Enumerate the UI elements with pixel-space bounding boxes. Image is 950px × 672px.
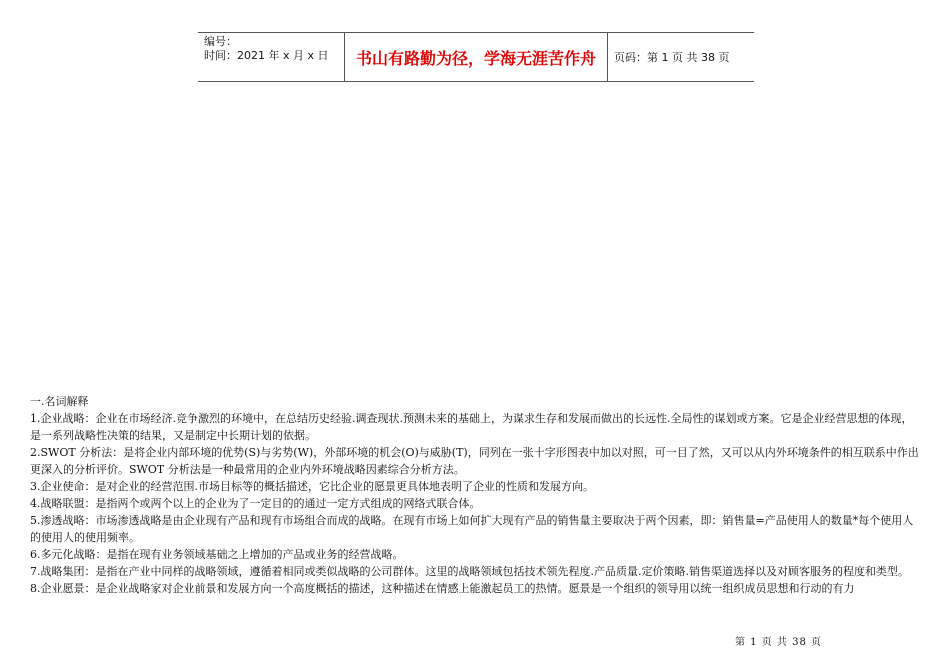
paragraph: 6.多元化战略：是指在现有业务领域基础之上增加的产品或业务的经营战略。: [30, 548, 404, 561]
document-number-label: 编号：: [204, 35, 237, 48]
paragraph: 3.企业使命：是对企业的经营范围.市场目标等的概括描述，它比企业的愿景更具体地表明了企业的性质和发展方向。: [30, 480, 594, 493]
paragraph: 2.SWOT 分析法：是将企业内部环境的优势(S)与劣势(W)，外部环境的机会(O)与威胁(T)，同列在一张十字形图表中加以对照，可一目了然，又可以从内外环境条件的相互联系中作出更深入的分析评价。SWOT 分析法是一种最常用的企业内外环境战略因素综合分析方法。: [30, 446, 919, 476]
paragraph: 7.战略集团：是指在产业中同样的战略领域，遵循着相同或类似战略的公司群体。这里的战略领域包括技术领先程度.产品质量.定价策略.销售渠道选择以及对顾客服务的程度和类型。: [30, 565, 909, 578]
page-header: [198, 32, 754, 82]
header-page-info: 页码：第 1 页 共 38 页: [614, 51, 730, 64]
header-motto: 书山有路勤为径，学海无涯苦作舟: [345, 33, 608, 81]
document-body: [30, 393, 922, 597]
paragraph: 4.战略联盟：是指两个或两个以上的企业为了一定目的的通过一定方式组成的网络式联合体。: [30, 497, 481, 510]
paragraph: 1.企业战略：企业在市场经济.竞争激烈的环境中，在总结历史经验.调查现状.预测未来的基础上，为谋求生存和发展而做出的长远性.全局性的谋划或方案。它是企业经营思想的体现，是一系列战略性决策的结果，又是制定中长期计划的依据。: [30, 412, 913, 442]
document-time: 时间：2021 年 x 月 x 日: [204, 49, 329, 62]
paragraph: 8.企业愿景：是企业战略家对企业前景和发展方向一个高度概括的描述，这种描述在情感上能激起员工的热情。愿景是一个组织的领导用以统一组织成员思想和行动的有力: [30, 582, 855, 595]
page-footer: 第 1 页 共 38 页: [735, 637, 822, 648]
paragraph: 5.渗透战略：市场渗透战略是由企业现有产品和现有市场组合而成的战略。在现有市场上如何扩大现有产品的销售量主要取决于两个因素，即：销售量=产品使用人的数量*每个使用人的使用人的使用频率。: [30, 514, 914, 544]
header-meta: [198, 33, 345, 81]
section-title: 一.名词解释: [30, 395, 89, 408]
